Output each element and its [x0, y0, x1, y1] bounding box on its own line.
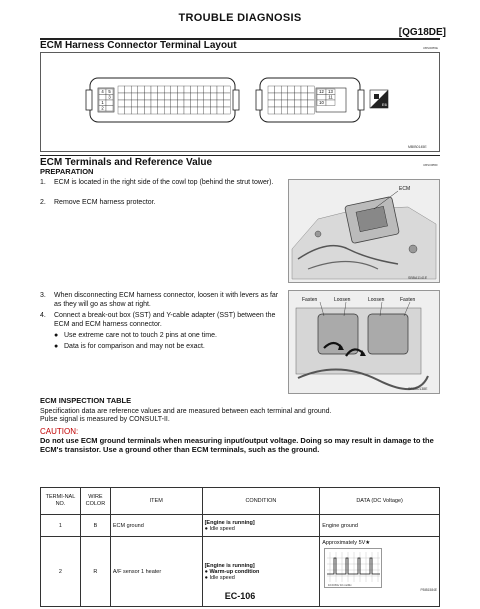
ecm-figure-code: SBBA1141E [408, 276, 428, 280]
step-4 [40, 312, 285, 329]
inspection-line-1: Specification data are reference values and are measured between each terminal and ground. [40, 408, 332, 415]
wire-color-cell: R [80, 537, 110, 607]
pin-cell [171, 100, 178, 107]
pin-cell [164, 86, 171, 93]
step-3-num: 3. [40, 292, 46, 299]
ecm-location-figure [288, 179, 440, 283]
pin-cell [125, 93, 132, 100]
pin-cell [294, 100, 301, 107]
pin-cell [131, 86, 138, 93]
pin-cell [275, 107, 282, 114]
page-header-title: TROUBLE DIAGNOSIS [178, 12, 302, 24]
step-1-num: 1. [40, 179, 46, 186]
wire-color-cell: B [80, 515, 110, 537]
pin-cell [268, 107, 275, 114]
lever-figure-code: SBBA0138E [408, 387, 428, 391]
engine-code: [QG18DE] [398, 27, 446, 38]
bullet-2 [54, 343, 284, 352]
header-data: DATA (DC Voltage) [320, 488, 440, 515]
pin-cell [177, 107, 184, 114]
pin-cell [217, 107, 224, 114]
pin-cell [268, 86, 275, 93]
harness-section-title: ECM Harness Connector Terminal Layout [40, 40, 237, 51]
condition-head: [Engine is running] [204, 519, 255, 526]
pin-cell [281, 107, 288, 114]
pin-cell [217, 86, 224, 93]
scope-scale-label: 10.0V/Div 10 ms/Div [328, 584, 352, 587]
svg-text:E6: E6 [382, 102, 387, 107]
condition-item: Idle speed [209, 574, 235, 581]
pin-cell [138, 107, 145, 114]
pin-cell [138, 93, 145, 100]
pin-cell [288, 93, 295, 100]
pin-cell [177, 100, 184, 107]
pin-cell [301, 107, 308, 114]
pin-cell [204, 107, 211, 114]
pin-cell [217, 93, 224, 100]
data-value: Approximately 5V★ [322, 540, 371, 546]
pin-cell [125, 100, 132, 107]
pin-cell [151, 100, 158, 107]
connector-symbol-icon [370, 90, 388, 108]
pin-cell [151, 86, 158, 93]
harness-connector-diagram [40, 52, 440, 152]
pin-cell [308, 86, 315, 93]
pin-cell [210, 100, 217, 107]
data-cell: Engine ground [320, 515, 440, 537]
pin-cell [158, 107, 165, 114]
pin-number: 1 [101, 99, 104, 105]
pin-cell [210, 93, 217, 100]
lever-fasten-figure [288, 290, 440, 394]
pin-cell [294, 93, 301, 100]
pin-cell [118, 86, 125, 93]
pin-cell [164, 100, 171, 107]
fasten-label: Fasten [400, 297, 416, 303]
table-row [41, 515, 440, 537]
pin-cell [144, 100, 151, 107]
pin-cell [268, 93, 275, 100]
pin-cell [308, 93, 315, 100]
condition-item: Warm-up condition [209, 568, 260, 575]
step-2 [40, 199, 285, 208]
pin-cell [171, 107, 178, 114]
condition-item: Idle speed [209, 525, 235, 532]
inspection-title: ECM INSPECTION TABLE [40, 396, 132, 405]
pin-cell [184, 100, 191, 107]
table-header-row [41, 488, 440, 515]
terminal-no-cell: 1 [41, 515, 81, 537]
pin-cell [281, 86, 288, 93]
bullet-dot: ● [54, 343, 59, 350]
pin-cell [191, 93, 198, 100]
pin-cell [144, 86, 151, 93]
pin-cell [177, 86, 184, 93]
caution-label: CAUTION: [40, 427, 79, 436]
bullet-1 [54, 332, 284, 341]
pin-cell [138, 100, 145, 107]
section-rule [40, 155, 440, 156]
pin-cell [275, 100, 282, 107]
pin-cell [288, 100, 295, 107]
pin-number: 5 [108, 88, 111, 94]
pin-cell [288, 86, 295, 93]
inspection-line-2: Pulse signal is measured by CONSULT-II. [40, 416, 170, 423]
harness-figure-code: MBIB0145E [408, 145, 427, 149]
pin-cell [177, 93, 184, 100]
pin-cell [294, 86, 301, 93]
pin-cell [224, 100, 231, 107]
pin-cell [164, 93, 171, 100]
pin-cell [106, 100, 113, 106]
pin-cell [125, 86, 132, 93]
pin-cell [281, 93, 288, 100]
item-cell: A/F sensor 1 heater [110, 537, 202, 607]
pin-cell [301, 100, 308, 107]
pin-cell [204, 100, 211, 107]
pin-cell [131, 100, 138, 107]
ecm-figure-label: ECM [399, 186, 411, 192]
pin-cell [197, 86, 204, 93]
terminals-section-title: ECM Terminals and Reference Value [40, 157, 213, 168]
right-connector-body [256, 78, 364, 122]
pin-cell [224, 86, 231, 93]
condition-head: [Engine is running] [204, 562, 255, 569]
pin-cell [191, 86, 198, 93]
pin-number: 11 [328, 94, 333, 100]
pin-cell [301, 93, 308, 100]
step-3 [40, 292, 285, 309]
bullet-1-text: Use extreme care not to touch 2 pins at one time. [64, 332, 217, 339]
fasten-label: Fasten [302, 297, 318, 303]
oscilloscope-waveform [324, 548, 382, 588]
step-4-text: Connect a break-out box (SST) and Y-cable adapter (SST) between the ECM and ECM harness connector. [54, 312, 276, 328]
step-1-text: ECM is located in the right side of the cowl top (behind the strut tower). [54, 179, 274, 186]
step-2-text: Remove ECM harness protector. [54, 199, 156, 206]
pin-cell [131, 93, 138, 100]
pin-number: 13 [328, 88, 333, 94]
pin-cell [158, 93, 165, 100]
pin-cell [158, 86, 165, 93]
loosen-label: Loosen [334, 297, 351, 303]
item-cell: ECM ground [110, 515, 202, 537]
pin-cell [106, 106, 113, 112]
caution-text: Do not use ECM ground terminals when measuring input/output voltage. Doing so may result in damage to the ECM's transistor. Use a ground other than ECM terminals, such as the ground. [40, 436, 434, 454]
header-item: ITEM [110, 488, 202, 515]
header-condition: CONDITION [202, 488, 320, 515]
pin-number: 3 [108, 94, 111, 100]
pin-number: 4 [101, 88, 104, 94]
pin-cell [210, 107, 217, 114]
header-terminal-no: TERMI-NAL NO. [41, 488, 81, 515]
loosen-label: Loosen [368, 297, 385, 303]
pin-cell [184, 86, 191, 93]
pin-cell [184, 107, 191, 114]
pin-cell [224, 93, 231, 100]
condition-cell [202, 515, 320, 537]
bullet-dot: ● [204, 574, 208, 581]
pin-cell [275, 93, 282, 100]
pin-cell [224, 107, 231, 114]
pin-cell [164, 107, 171, 114]
pin-cell [151, 93, 158, 100]
step-2-num: 2. [40, 199, 46, 206]
pin-cell [308, 100, 315, 107]
pin-cell [301, 86, 308, 93]
pin-cell [294, 107, 301, 114]
pin-number: 2 [101, 105, 104, 111]
pin-cell [210, 86, 217, 93]
pin-cell [138, 86, 145, 93]
pin-cell [191, 107, 198, 114]
pin-cell [171, 86, 178, 93]
pin-cell [197, 107, 204, 114]
pin-cell [288, 107, 295, 114]
pin-cell [171, 93, 178, 100]
pin-cell [118, 93, 125, 100]
bullet-dot: ● [204, 525, 208, 532]
pin-cell [197, 93, 204, 100]
pin-cell [275, 86, 282, 93]
scope-figure-code: PBIB1584E [420, 588, 437, 592]
ecm-inspection-table [40, 487, 440, 607]
pin-cell [118, 100, 125, 107]
pin-cell [204, 86, 211, 93]
terminal-no-cell: 2 [41, 537, 81, 607]
pin-cell [158, 100, 165, 107]
pin-cell [217, 100, 224, 107]
pin-cell [268, 100, 275, 107]
pin-number: 12 [319, 88, 324, 94]
pin-cell [125, 107, 132, 114]
step-4-num: 4. [40, 312, 46, 319]
pin-cell [326, 100, 335, 106]
left-connector-body [86, 78, 239, 122]
pin-cell [308, 107, 315, 114]
pin-number: 10 [319, 99, 324, 105]
pin-cell [144, 93, 151, 100]
bullet-dot: ● [204, 568, 208, 575]
pin-cell [191, 100, 198, 107]
pin-cell [197, 100, 204, 107]
bullet-2-text: Data is for comparison and may not be exact. [64, 343, 205, 350]
terminals-ref-code: UBS00B5F [422, 163, 438, 167]
harness-ref-code: UBS00B5E [422, 46, 438, 50]
step-3-text: When disconnecting ECM harness connector, loosen it with levers as far as they will go as show at right. [54, 292, 279, 308]
pin-cell [204, 93, 211, 100]
header-wire-color: WIRE COLOR [80, 488, 110, 515]
pin-cell [184, 93, 191, 100]
step-1 [40, 179, 285, 188]
page-number: EC-106 [224, 591, 256, 601]
pin-cell [151, 107, 158, 114]
pin-cell [281, 100, 288, 107]
pin-cell [118, 107, 125, 114]
pin-cell [144, 107, 151, 114]
bullet-dot: ● [54, 332, 59, 339]
preparation-heading: PREPARATION [40, 167, 94, 176]
pin-cell [131, 107, 138, 114]
